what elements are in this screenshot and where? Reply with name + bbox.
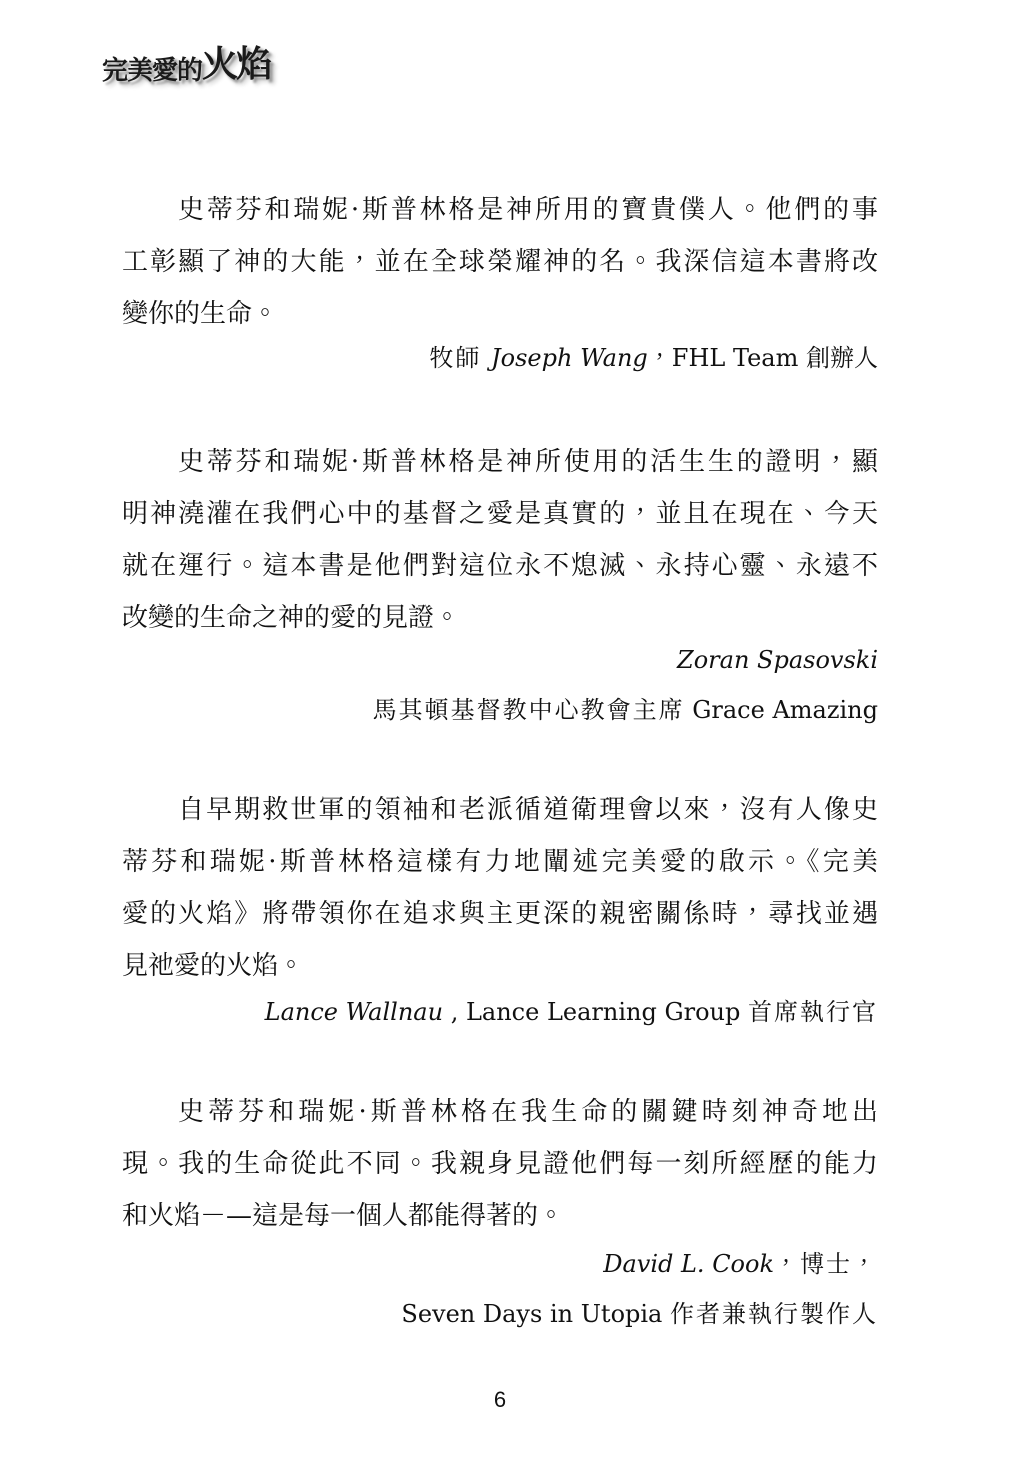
paragraph-line: 就在運行。這本書是他們對這位永不熄滅、永持心靈、永遠不 [122, 551, 878, 581]
attribution-text: Grace Amazing [684, 696, 878, 724]
paragraph-line: 現。我的生命從此不同。我親身見證他們每一刻所經歷的能力 [122, 1149, 878, 1179]
paragraph-line: 工彰顯了神的大能，並在全球榮耀神的名。我深信這本書將改 [122, 247, 878, 277]
attribution-text: 首席執行官 [748, 998, 878, 1026]
attribution-name: David L. Cook [603, 1250, 774, 1278]
book-title-logo [102, 36, 270, 84]
paragraph-line: 蒂芬和瑞妮·斯普林格這樣有力地闡述完美愛的啟示。《完美 [122, 847, 878, 877]
attribution-text: , Lance Learning Group [443, 998, 748, 1026]
endorsement-attribution-2-title [122, 684, 878, 736]
endorsement-attribution-3 [122, 986, 878, 1038]
attribution-text: 作者兼執行製作人 [670, 1300, 878, 1328]
endorsement-attribution-4-title [122, 1288, 878, 1340]
paragraph-line: 改變的生命之神的愛的見證。 [122, 603, 461, 633]
attribution-text: 馬其頓基督教中心教會主席 [372, 696, 685, 724]
paragraph-line: 和火焰－—這是每一個人都能得著的。 [122, 1201, 565, 1231]
endorsement-paragraph-2 [122, 436, 878, 644]
paragraph-line: 史蒂芬和瑞妮·斯普林格是神所用的寶貴僕人。他們的事 [178, 195, 878, 225]
paragraph-line: 見祂愛的火焰。 [122, 951, 305, 981]
endorsement-attribution-2-name [122, 634, 878, 686]
endorsement-attribution-1 [122, 332, 878, 384]
attribution-name: Joseph Wang [491, 344, 648, 372]
paragraph-line: 史蒂芬和瑞妮·斯普林格是神所使用的活生生的證明，顯 [178, 447, 878, 477]
attribution-text: 牧師 [429, 344, 492, 372]
logo-text-large: 火焰 [202, 43, 271, 85]
paragraph-line: 史蒂芬和瑞妮·斯普林格在我生命的關鍵時刻神奇地出 [178, 1097, 878, 1127]
attribution-name: Lance Wallnau [264, 998, 444, 1026]
logo-text-small: 完美愛的 [102, 56, 203, 86]
attribution-text: Seven Days in Utopia [401, 1300, 670, 1328]
attribution-name: Zoran Spasovski [677, 646, 878, 674]
endorsement-paragraph-3 [122, 784, 878, 992]
paragraph-line: 明神澆灌在我們心中的基督之愛是真實的，並且在現在、今天 [122, 499, 878, 529]
paragraph-line: 變你的生命。 [122, 299, 279, 329]
endorsement-paragraph-1 [122, 184, 878, 340]
endorsement-paragraph-4 [122, 1086, 878, 1242]
endorsement-attribution-4-name [122, 1238, 878, 1290]
paragraph-line: 自早期救世軍的領袖和老派循道衛理會以來，沒有人像史 [178, 795, 878, 825]
attribution-text: ，FHL Team 創辦人 [647, 344, 878, 372]
attribution-text: ，博士， [774, 1250, 878, 1278]
page-number: 6 [493, 1387, 507, 1412]
paragraph-line: 愛的火焰》將帶領你在追求與主更深的親密關係時，尋找並遇 [122, 899, 878, 929]
